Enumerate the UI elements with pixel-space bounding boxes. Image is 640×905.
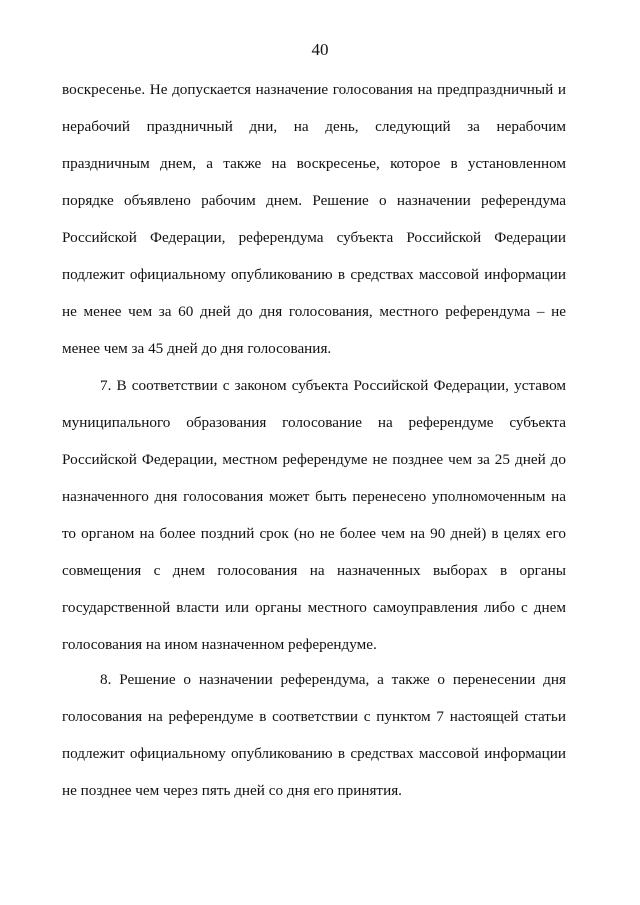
paragraph-3-line-3: подлежит официальному опубликованию в средствах массовой информации	[62, 745, 566, 762]
paragraph-2-line-2: муниципального образования голосование на референдуме субъекта	[62, 414, 566, 431]
paragraph-1-line-2: нерабочий праздничный дни, на день, следующий за нерабочим	[62, 118, 566, 135]
paragraph-1-line-5: Российской Федерации, референдума субъекта Российской Федерации	[62, 229, 566, 246]
paragraph-1-line-1: воскресенье. Не допускается назначение голосования на предпраздничный и	[62, 81, 566, 98]
paragraph-1-line-7: не менее чем за 60 дней до дня голосования, местного референдума – не	[62, 303, 566, 320]
paragraph-1-line-6: подлежит официальному опубликованию в средствах массовой информации	[62, 266, 566, 283]
paragraph-3-line-2: голосования на референдуме в соответствии с пунктом 7 настоящей статьи	[62, 708, 566, 725]
paragraph-2-line-4: назначенного дня голосования может быть перенесено уполномоченным на	[62, 488, 566, 505]
paragraph-3-line-4: не позднее чем через пять дней со дня его принятия.	[62, 782, 402, 799]
paragraph-1-line-8: менее чем за 45 дней до дня голосования.	[62, 340, 332, 357]
paragraph-2-line-7: государственной власти или органы местного самоуправления либо с днем	[62, 599, 566, 616]
paragraph-1-line-4: порядке объявлено рабочим днем. Решение о назначении референдума	[62, 192, 566, 209]
paragraph-2-line-8: голосования на ином назначенном референдуме.	[62, 636, 377, 653]
paragraph-2-line-1: 7. В соответствии с законом субъекта Российской Федерации, уставом	[100, 377, 566, 394]
paragraph-2-line-3: Российской Федерации, местном референдуме не позднее чем за 25 дней до	[62, 451, 566, 468]
paragraph-2-line-5: то органом на более поздний срок (но не более чем на 90 дней) в целях его	[62, 525, 566, 542]
page-number: 40	[311, 40, 329, 59]
paragraph-1-line-3: праздничным днем, а также на воскресенье, которое в установленном	[62, 155, 566, 172]
paragraph-2-line-6: совмещения с днем голосования на назначенных выборах в органы	[62, 562, 566, 579]
paragraph-3-line-1: 8. Решение о назначении референдума, а также о перенесении дня	[100, 671, 566, 688]
